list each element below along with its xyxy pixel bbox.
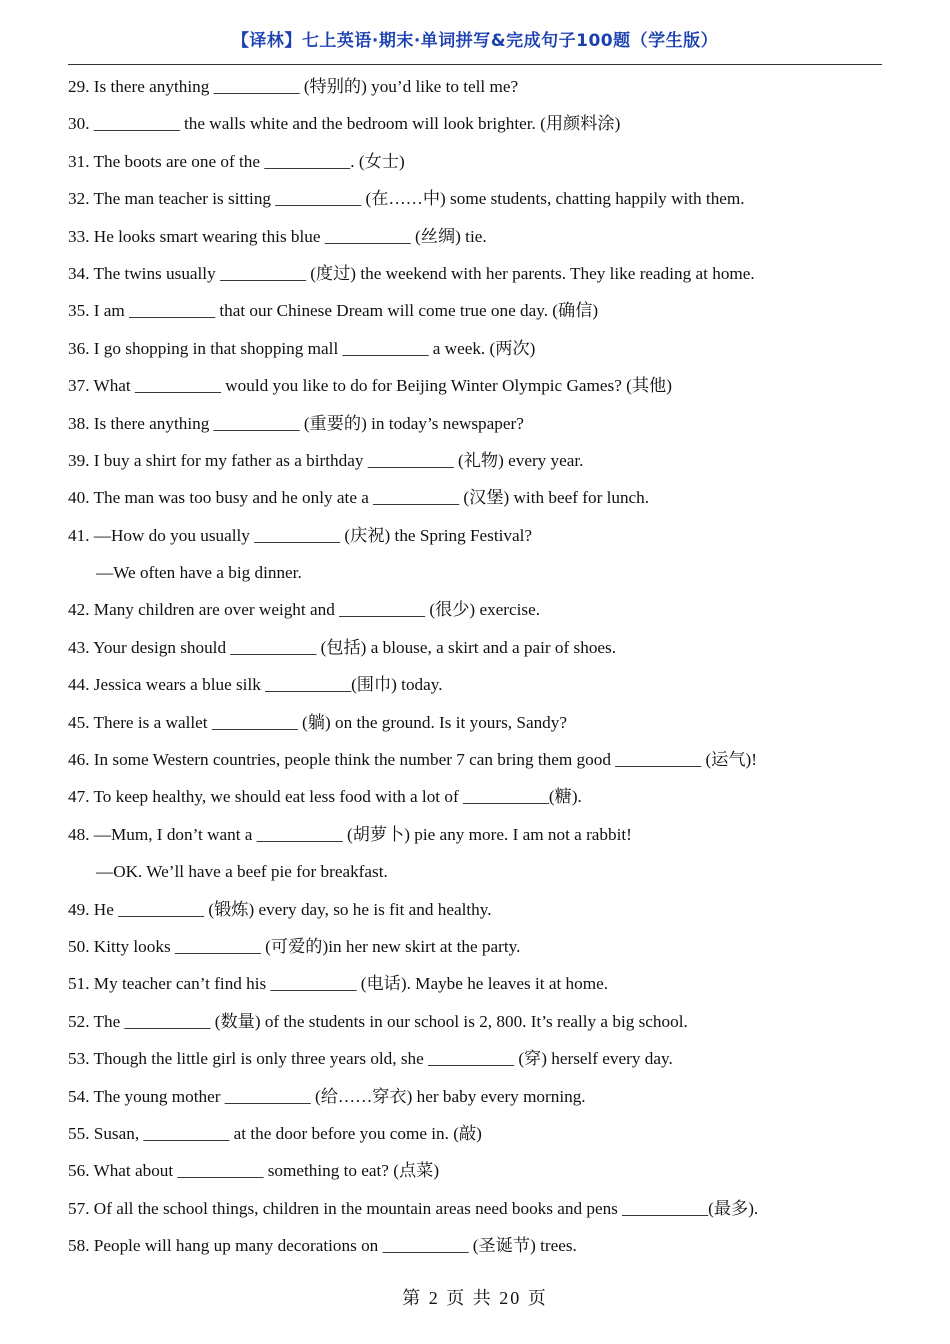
question-39: 39. I buy a shirt for my father as a birthday __________ (礼物) every year. — [68, 450, 584, 470]
question-30: 30. __________ the walls white and the bedroom will look brighter. (用颜料涂) — [68, 114, 621, 134]
question-36: 36. I go shopping in that shopping mall __________ a week. (两次) — [68, 338, 536, 358]
page-number: 第 2 页 共 20 页 — [402, 1288, 548, 1308]
question-55: 55. Susan, __________ at the door before you come in. (敲) — [68, 1123, 482, 1143]
question-41: 41. —How do you usually __________ (庆祝) the Spring Festival? — [68, 525, 533, 545]
question-31: 31. The boots are one of the __________. (女士) — [68, 151, 405, 171]
question-37: 37. What __________ would you like to do for Beijing Winter Olympic Games? (其他) — [68, 376, 672, 396]
question-48-answer: —OK. We’ll have a beef pie for breakfast. — [96, 862, 388, 882]
header-rule — [68, 64, 882, 65]
question-51: 51. My teacher can’t find his __________ (电话). Maybe he leaves it at home. — [68, 974, 608, 994]
question-58: 58. People will hang up many decorations on __________ (圣诞节) trees. — [68, 1236, 577, 1256]
question-47: 47. To keep healthy, we should eat less food with a lot of __________(糖). — [68, 787, 582, 807]
question-41-answer: —We often have a big dinner. — [96, 563, 302, 583]
question-45: 45. There is a wallet __________ (躺) on the ground. Is it yours, Sandy? — [68, 712, 567, 732]
question-54: 54. The young mother __________ (给……穿衣) her baby every morning. — [68, 1086, 586, 1106]
question-46: 46. In some Western countries, people think the number 7 can bring them good __________ (运气)! — [68, 750, 758, 770]
document-header-title: 【译林】七上英语·期末·单词拼写&完成句子100题（学生版） — [231, 31, 719, 51]
question-56: 56. What about __________ something to eat? (点菜) — [68, 1161, 440, 1181]
question-42: 42. Many children are over weight and __________ (很少) exercise. — [68, 600, 541, 620]
question-32: 32. The man teacher is sitting __________ (在……中) some students, chatting happily with them. — [68, 189, 745, 209]
question-38: 38. Is there anything __________ (重要的) in today’s newspaper? — [68, 413, 524, 433]
question-33: 33. He looks smart wearing this blue __________ (丝绸) tie. — [68, 226, 487, 246]
question-53: 53. Though the little girl is only three years old, she __________ (穿) herself every day. — [68, 1049, 673, 1069]
question-40: 40. The man was too busy and he only ate a __________ (汉堡) with beef for lunch. — [68, 488, 650, 508]
question-43: 43. Your design should __________ (包括) a blouse, a skirt and a pair of shoes. — [68, 637, 617, 657]
question-52: 52. The __________ (数量) of the students in our school is 2, 800. It’s really a big school. — [68, 1011, 688, 1031]
question-50: 50. Kitty looks __________ (可爱的)in her new skirt at the party. — [68, 936, 521, 956]
question-44: 44. Jessica wears a blue silk __________(围巾) today. — [68, 675, 443, 695]
question-35: 35. I am __________ that our Chinese Dream will come true one day. (确信) — [68, 301, 599, 321]
question-29: 29. Is there anything __________ (特别的) you’d like to tell me? — [68, 77, 519, 96]
question-48: 48. —Mum, I don’t want a __________ (胡萝卜) pie any more. I am not a rabbit! — [68, 824, 632, 844]
question-49: 49. He __________ (锻炼) every day, so he is fit and healthy. — [68, 899, 492, 919]
question-34: 34. The twins usually __________ (度过) the weekend with her parents. They like reading at home. — [68, 263, 755, 283]
question-57: 57. Of all the school things, children in the mountain areas need books and pens __________(最多). — [68, 1198, 759, 1218]
question-list — [68, 74, 888, 1271]
